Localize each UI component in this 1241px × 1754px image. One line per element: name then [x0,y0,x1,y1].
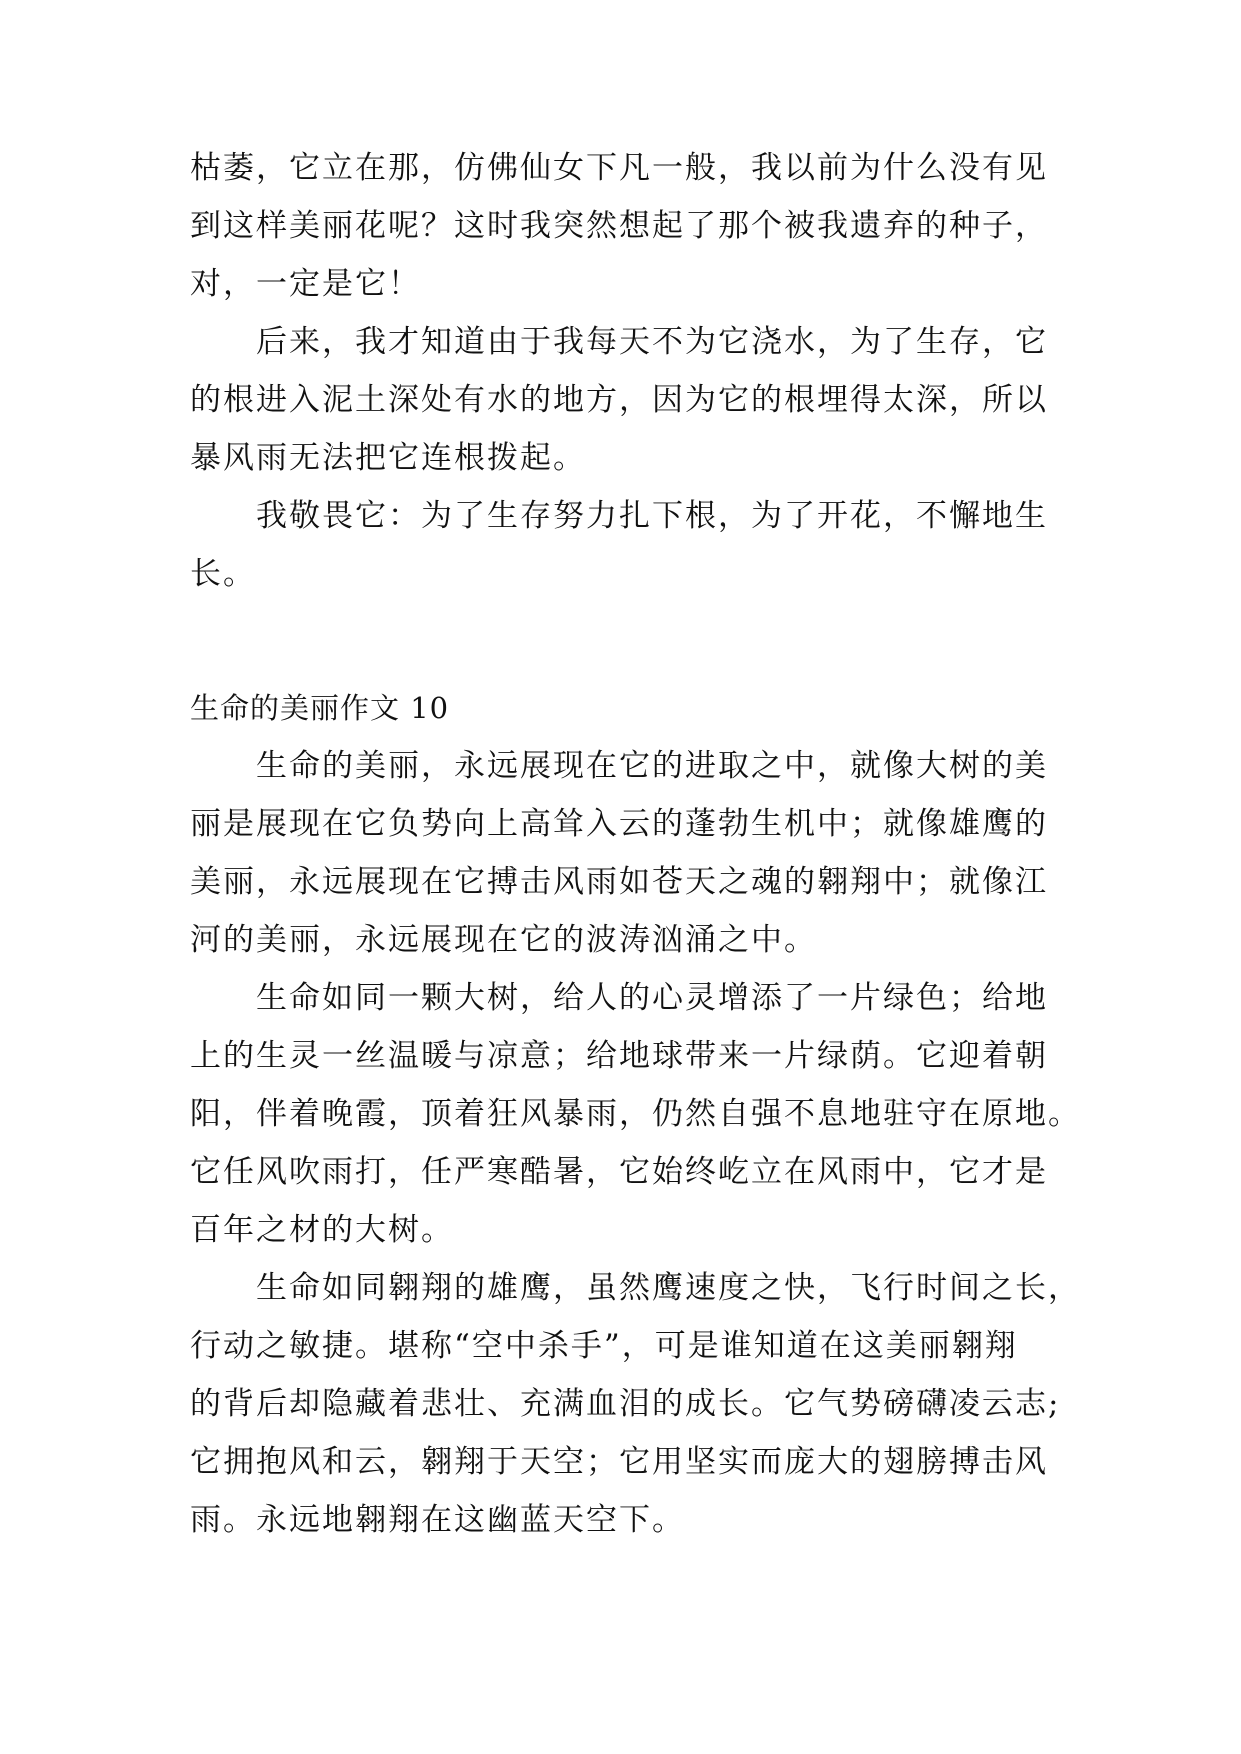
text-line: 到这样美丽花呢？这时我突然想起了那个被我遗弃的种子， [190,208,1048,244]
paragraph [190,969,1081,1259]
previous-essay-continuation [190,139,1060,603]
paragraph-continued [190,139,1060,313]
text-line: 暴风雨无法把它连根拨起。 [190,440,586,476]
text-line: 百年之材的大树。 [190,1212,454,1248]
text-line: 枯萎，它立在那，仿佛仙女下凡一般，我以前为什么没有见 [190,150,1048,186]
paragraph [190,487,1060,603]
essay-title-block [190,679,1060,737]
text-line: 阳，伴着晚霞，顶着狂风暴雨，仍然自强不息地驻守在原地。 [190,1096,1081,1132]
paragraph [190,737,1060,969]
text-line: 美丽，永远展现在它搏击风雨如苍天之魂的翱翔中；就像江 [190,864,1048,900]
essay-title: 生命的美丽作文 10 [190,691,450,725]
paragraph [190,313,1060,487]
text-line: 的根进入泥土深处有水的地方，因为它的根埋得太深，所以 [190,382,1048,418]
text-line: 对，一定是它！ [190,266,421,302]
text-line: 生命的美丽，永远展现在它的进取之中，就像大树的美 [256,748,1048,784]
text-line: 后来，我才知道由于我每天不为它浇水，为了生存，它 [256,324,1048,360]
paragraph [190,1259,1081,1549]
text-line: 的背后却隐藏着悲壮、充满血泪的成长。它气势磅礴凌云志; [190,1386,1061,1422]
text-line: 丽是展现在它负势向上高耸入云的蓬勃生机中；就像雄鹰的 [190,806,1048,842]
text-line: 它任风吹雨打，任严寒酷暑，它始终屹立在风雨中，它才是 [190,1154,1048,1190]
text-line: 雨。永远地翱翔在这幽蓝天空下。 [190,1502,685,1538]
text-line: 上的生灵一丝温暖与凉意；给地球带来一片绿荫。它迎着朝 [190,1038,1048,1074]
text-line: 长。 [190,556,256,592]
text-line: 我敬畏它：为了生存努力扎下根，为了开花，不懈地生 [256,498,1048,534]
text-line: 它拥抱风和云，翱翔于天空；它用坚实而庞大的翅膀搏击风 [190,1444,1048,1480]
essay-body [190,737,1081,1549]
text-line: 生命如同翱翔的雄鹰，虽然鹰速度之快，飞行时间之长， [256,1270,1081,1306]
text-line: 行动之敏捷。堪称“空中杀手”，可是谁知道在这美丽翱翔 [190,1328,1018,1364]
text-line: 河的美丽，永远展现在它的波涛汹涌之中。 [190,922,817,958]
text-line: 生命如同一颗大树，给人的心灵增添了一片绿色；给地 [256,980,1048,1016]
